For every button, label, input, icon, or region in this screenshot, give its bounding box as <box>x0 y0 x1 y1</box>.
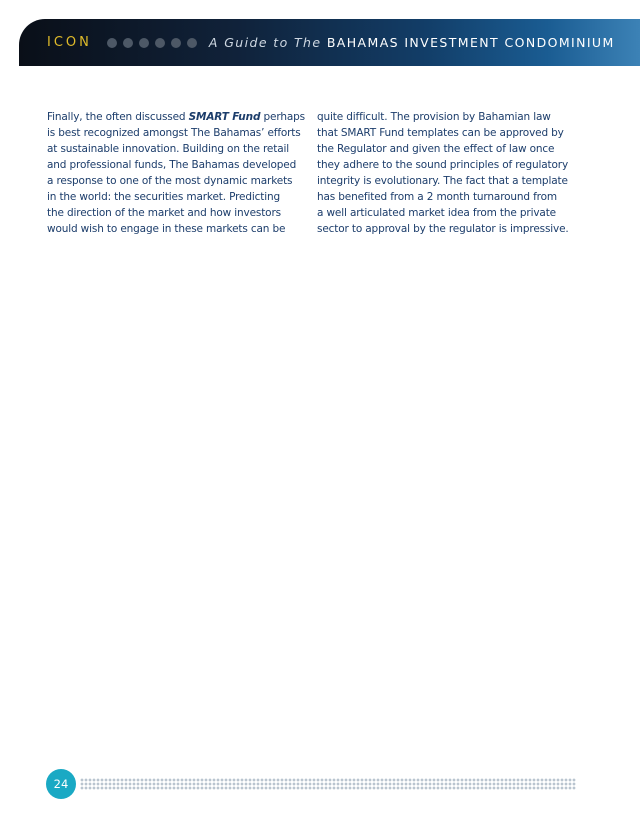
text-line: in the world: the securities market. Predicting <box>47 191 281 203</box>
text-line: would wish to engage in these markets can be <box>47 223 286 235</box>
text-line: a well articulated market idea from the private <box>317 207 556 219</box>
text-line: quite difficult. The provision by Bahamian law <box>317 111 551 123</box>
page-number-badge <box>46 769 76 799</box>
header-dot <box>187 38 197 48</box>
text-line: sector to approval by the regulator is impressive. <box>317 223 569 235</box>
text-line: the direction of the market and how investors <box>47 207 281 219</box>
header-banner <box>19 19 640 66</box>
document-title <box>209 35 615 50</box>
smart-fund-emphasis: SMART Fund <box>188 111 261 123</box>
text-line: they adhere to the sound principles of regulatory <box>317 159 569 171</box>
header-dot <box>155 38 165 48</box>
brand-logo-text: ICON <box>47 35 92 50</box>
document-title-name: BAHAMAS INVESTMENT CONDOMINIUM <box>326 35 615 50</box>
text-line: has benefited from a 2 month turnaround from <box>317 191 557 203</box>
footer-dotted-rule <box>80 778 576 790</box>
header-dot <box>139 38 149 48</box>
text-run: perhaps <box>260 111 305 123</box>
page-number: 24 <box>53 777 69 791</box>
header-dots <box>107 38 203 48</box>
text-line: at sustainable innovation. Building on the retail <box>47 143 290 155</box>
text-run: Finally, the often discussed <box>47 111 189 123</box>
body-column-right <box>317 109 579 237</box>
header-dot <box>171 38 181 48</box>
page-footer <box>46 769 576 799</box>
header-dot <box>123 38 133 48</box>
text-line: that SMART Fund templates can be approved by <box>317 127 564 139</box>
text-line: integrity is evolutionary. The fact that a template <box>317 175 568 187</box>
text-line: and professional funds, The Bahamas developed <box>47 159 297 171</box>
text-line: the Regulator and given the effect of law once <box>317 143 555 155</box>
body-column-left <box>47 109 305 237</box>
text-line <box>47 109 305 125</box>
header-dot <box>107 38 117 48</box>
text-line: is best recognized amongst The Bahamas’ efforts <box>47 127 301 139</box>
document-title-lead: A Guide to The <box>208 35 322 50</box>
text-line: a response to one of the most dynamic markets <box>47 175 293 187</box>
